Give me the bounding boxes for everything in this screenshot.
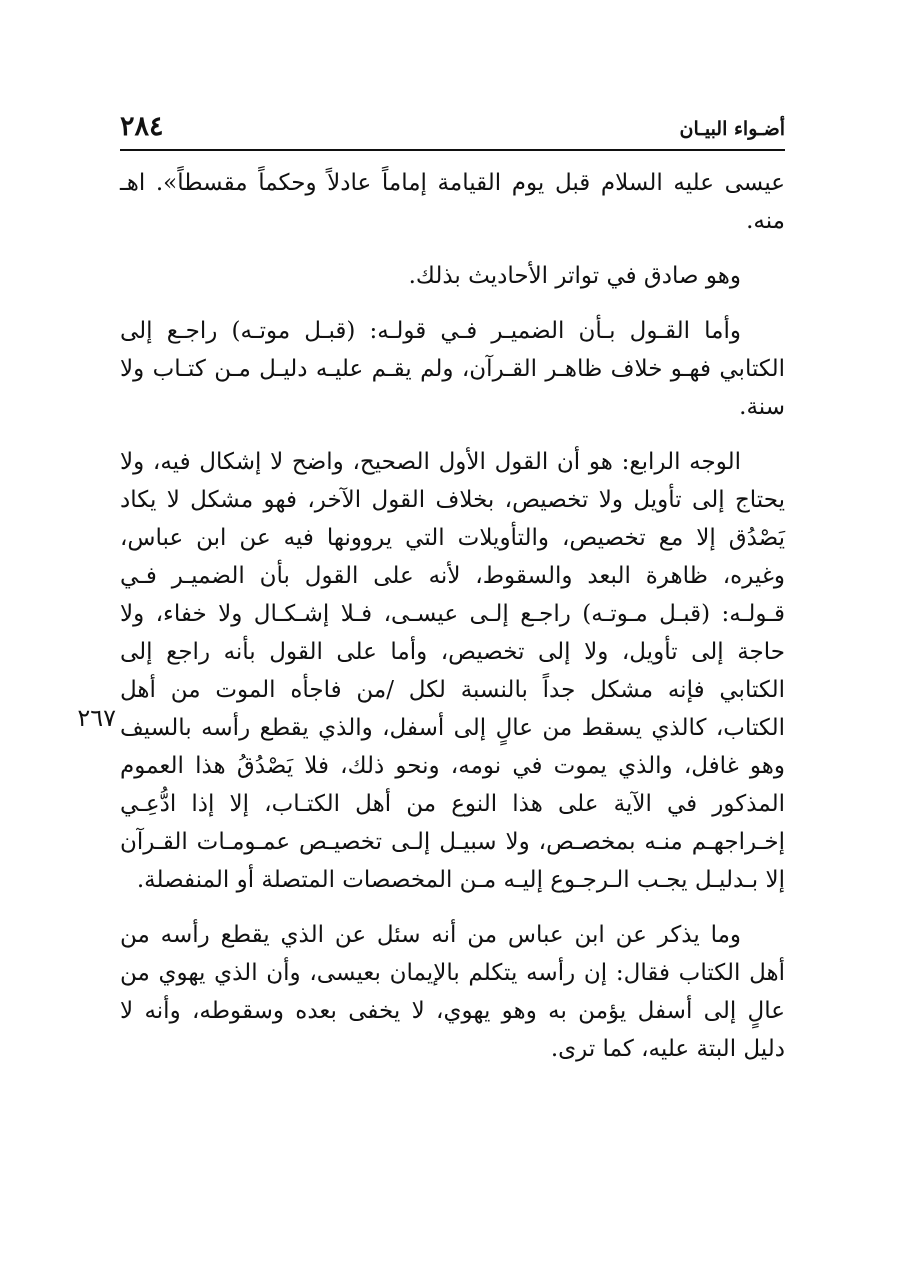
paragraph-fourth-aspect: الوجه الرابع: هو أن القول الأول الصحيح، واضح لا إشكال فيه، ولا يحتاج إلى تأويل ولا تخصيص، بخلاف القول الآخر، فهو مشكل لا يكاد يَصْدُق إلا مع تخصيص، والتأويلات التي يروونها فيه عن ابن عباس، وغيره، ظاهرة البعد والسقوط، لأنه على القول بأن الضميـر فـي قـولـه: (قبـل مـوتـه) راجـع إلـى عيسـى، فـلا إشـكـال ولا خفاء، ولا حاجة إلى تأويل، ولا إلى تخصيص، وأما على القول بأنه راجع إلى الكتابي فإنه مشكل جداً بالنسبة لكل /من فاجأه الموت من أهل الكتاب، كالذي يسقط من عالٍ إلى أسفل، والذي يقطع رأسه بالسيف وهو غافل، والذي يموت في نومه، ونحو ذلك، فلا يَصْدُقُ هذا العموم المذكور في الآية على هذا النوع من أهل الكتـاب، إلا إذا ادُّعِـي إخـراجهـم منـه بمخصـص، ولا سبيـل إلـى تخصيـص عمـومـات القـرآن إلا بـدليـل يجـب الـرجـوع إليـه مـن المخصصات المتصلة أو المنفصلة. bbox=[120, 449, 785, 893]
paragraph-pronoun-kitabi: وأما القـول بـأن الضميـر فـي قولـه: (قبـل موتـه) راجـع إلى الكتابي فهـو خلاف ظاهـر القـرآن، ولم يقـم عليـه دليـل مـن كتـاب ولا سنة. bbox=[120, 318, 785, 420]
running-title: أضـواء البيـان bbox=[679, 118, 785, 140]
main-text bbox=[120, 164, 785, 1085]
paragraph-tawatur: وهو صادق في تواتر الأحاديث بذلك. bbox=[408, 263, 741, 289]
paragraph-continuation: عيسى عليه السلام قبل يوم القيامة إماماً عادلاً وحكماً مقسطاً». اهـ منه. bbox=[120, 170, 785, 234]
page-header bbox=[120, 112, 785, 146]
header-divider bbox=[120, 149, 785, 151]
page-number: ٢٨٤ bbox=[120, 111, 164, 142]
paragraph-ibn-abbas: وما يذكر عن ابن عباس من أنه سئل عن الذي يقطع رأسه من أهل الكتاب فقال: إن رأسه يتكلم بالإيمان بعيسى، وأن الذي يهوي من عالٍ إلى أسفل يؤمن به وهو يهوي، لا يخفى بعده وسقوطه، وأنه لا دليل البتة عليه، كما ترى. bbox=[120, 922, 785, 1062]
margin-page-reference: ٢٦٧ bbox=[77, 704, 116, 732]
